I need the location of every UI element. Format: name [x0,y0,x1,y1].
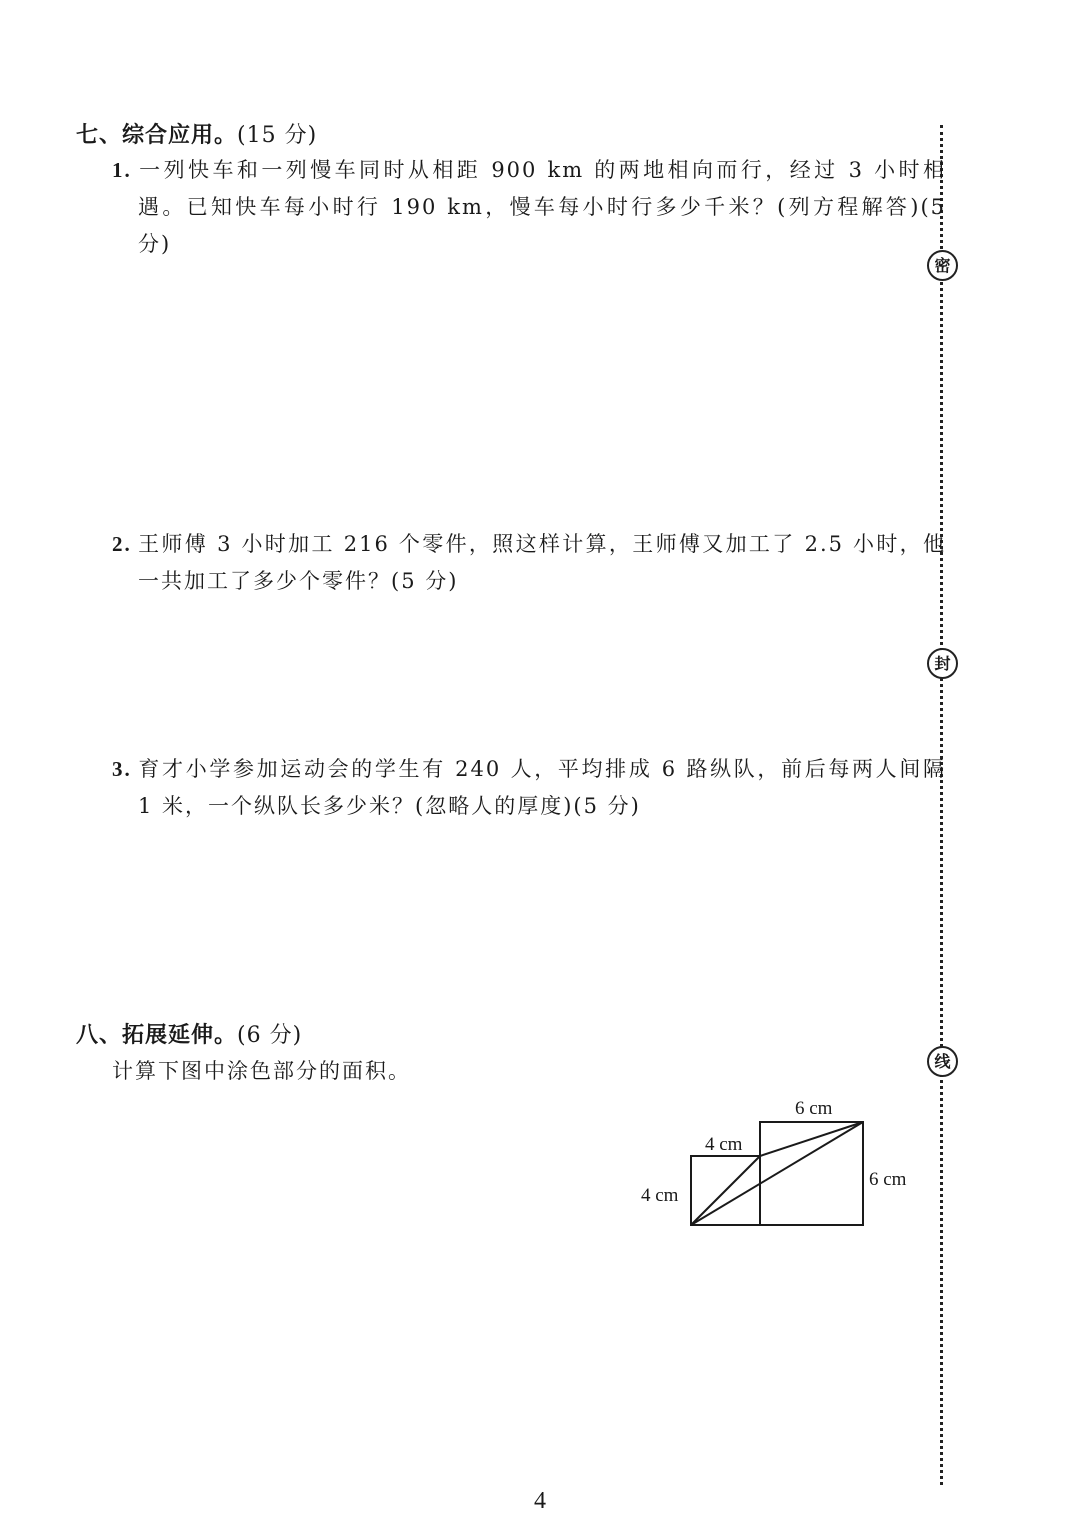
section-8-title [76,1018,302,1049]
section-8-intro: 计算下图中涂色部分的面积。 [112,1059,411,1083]
binding-mark-line: 线 [927,1046,958,1077]
section-7-score: (15 分) [237,123,318,148]
question-2 [112,526,946,600]
question-1 [112,152,946,263]
geometry-figure [630,1090,930,1240]
question-1-text: 一列快车和一列慢车同时从相距 900 km 的两地相向而行，经过 3 小时相遇。已知快车每小时行 190 km，慢车每小时行多少千米？(列方程解答)(5 分) [137,158,946,256]
section-7-title-text: 七、综合应用。 [76,123,238,148]
question-1-number: 1. [112,158,132,182]
question-3 [112,751,946,825]
binding-mark-seal: 密 [927,250,958,281]
label-large-top: 6 cm [795,1098,833,1119]
question-3-number: 3. [112,757,132,781]
section-7-title [76,118,317,149]
question-2-text: 王师傅 3 小时加工 216 个零件，照这样计算，王师傅又加工了 2.5 小时，他一共加工了多少个零件？(5 分) [137,532,946,593]
binding-mark-seal: 封 [927,648,958,679]
section-8-score: (6 分) [237,1023,303,1048]
question-3-text: 育才小学参加运动会的学生有 240 人，平均排成 6 路纵队，前后每两人间隔 1 米，一个纵队长多少米？(忽略人的厚度)(5 分) [137,757,946,818]
label-small-top: 4 cm [705,1134,743,1155]
diagonal-top-connector [760,1122,863,1156]
section-8-title-text: 八、拓展延伸。 [76,1023,238,1048]
page-number: 4 [534,1488,546,1514]
label-large-right: 6 cm [869,1169,907,1190]
label-small-left: 4 cm [641,1185,679,1206]
question-2-number: 2. [112,532,132,556]
